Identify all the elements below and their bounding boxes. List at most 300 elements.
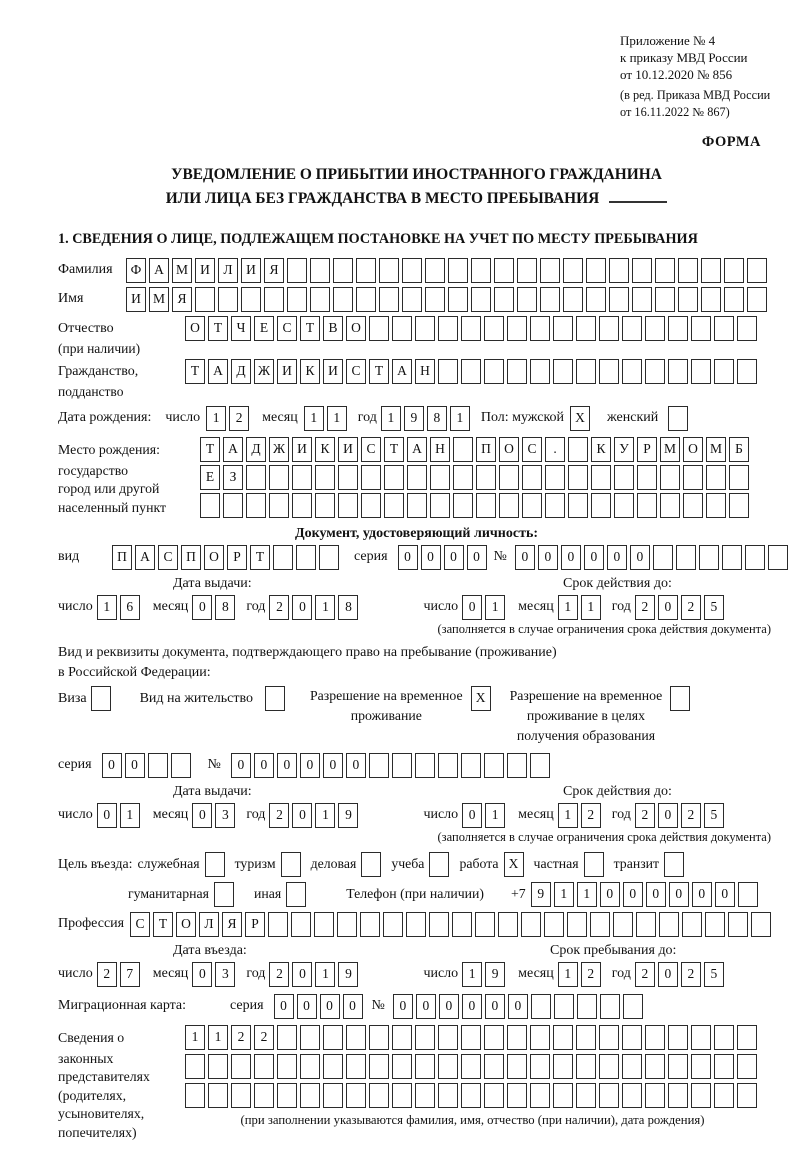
char-box[interactable] (287, 287, 307, 312)
char-box[interactable] (453, 493, 473, 518)
char-box[interactable] (407, 465, 427, 490)
char-box[interactable] (453, 465, 473, 490)
char-box[interactable]: С (130, 912, 150, 937)
char-box[interactable] (645, 1054, 665, 1079)
char-box[interactable] (660, 465, 680, 490)
char-box[interactable] (185, 1054, 205, 1079)
char-box[interactable]: 1 (558, 962, 578, 987)
char-box[interactable]: 0 (692, 882, 712, 907)
char-box[interactable] (195, 287, 215, 312)
char-box[interactable] (484, 1054, 504, 1079)
char-box[interactable]: 0 (538, 545, 558, 570)
char-box[interactable] (553, 1083, 573, 1108)
char-box[interactable] (683, 465, 703, 490)
char-box[interactable] (682, 912, 702, 937)
char-box[interactable]: 5 (704, 595, 724, 620)
char-box[interactable]: 2 (581, 803, 601, 828)
char-box[interactable] (599, 316, 619, 341)
char-box[interactable] (632, 258, 652, 283)
char-box[interactable] (553, 316, 573, 341)
char-box[interactable] (614, 465, 634, 490)
char-box[interactable] (683, 493, 703, 518)
char-box[interactable] (705, 912, 725, 937)
char-box[interactable] (438, 753, 458, 778)
char-box[interactable]: 0 (416, 994, 436, 1019)
char-box[interactable] (521, 912, 541, 937)
char-box[interactable]: 1 (315, 595, 335, 620)
char-box[interactable] (724, 258, 744, 283)
char-box[interactable] (273, 545, 293, 570)
char-box[interactable] (622, 316, 642, 341)
char-box[interactable]: 9 (485, 962, 505, 987)
char-box[interactable]: 1 (577, 882, 597, 907)
char-box[interactable]: А (149, 258, 169, 283)
char-box[interactable] (475, 912, 495, 937)
char-box[interactable]: X (570, 406, 590, 431)
char-box[interactable] (494, 258, 514, 283)
char-box[interactable] (622, 1025, 642, 1050)
char-box[interactable] (448, 287, 468, 312)
char-box[interactable] (337, 912, 357, 937)
char-box[interactable] (429, 912, 449, 937)
char-box[interactable] (392, 1054, 412, 1079)
char-box[interactable]: Т (384, 437, 404, 462)
char-box[interactable] (338, 465, 358, 490)
char-box[interactable]: 0 (320, 994, 340, 1019)
char-box[interactable] (360, 912, 380, 937)
char-box[interactable]: А (208, 359, 228, 384)
char-box[interactable] (291, 912, 311, 937)
char-box[interactable]: 0 (630, 545, 650, 570)
char-box[interactable]: 1 (327, 406, 347, 431)
char-box[interactable]: М (706, 437, 726, 462)
char-box[interactable] (637, 493, 657, 518)
char-box[interactable] (645, 316, 665, 341)
char-box[interactable] (438, 1025, 458, 1050)
char-box[interactable]: 2 (269, 803, 289, 828)
char-box[interactable] (415, 1054, 435, 1079)
char-box[interactable] (277, 1083, 297, 1108)
char-box[interactable]: О (683, 437, 703, 462)
char-box[interactable] (246, 493, 266, 518)
char-box[interactable] (310, 258, 330, 283)
char-box[interactable] (622, 1083, 642, 1108)
char-box[interactable] (448, 258, 468, 283)
char-box[interactable] (660, 493, 680, 518)
char-box[interactable] (300, 1083, 320, 1108)
char-box[interactable]: 0 (444, 545, 464, 570)
char-box[interactable]: 1 (208, 1025, 228, 1050)
char-box[interactable] (369, 316, 389, 341)
char-box[interactable] (563, 258, 583, 283)
char-box[interactable] (392, 753, 412, 778)
char-box[interactable] (471, 287, 491, 312)
char-box[interactable]: С (277, 316, 297, 341)
char-box[interactable] (747, 287, 767, 312)
char-box[interactable]: А (392, 359, 412, 384)
char-box[interactable] (738, 882, 758, 907)
char-box[interactable] (751, 912, 771, 937)
char-box[interactable] (531, 994, 551, 1019)
char-box[interactable] (319, 545, 339, 570)
char-box[interactable] (476, 493, 496, 518)
char-box[interactable]: . (545, 437, 565, 462)
char-box[interactable] (728, 912, 748, 937)
char-box[interactable] (415, 316, 435, 341)
char-box[interactable] (310, 287, 330, 312)
char-box[interactable]: Я (264, 258, 284, 283)
char-box[interactable]: 1 (485, 595, 505, 620)
char-box[interactable] (507, 1025, 527, 1050)
char-box[interactable]: С (522, 437, 542, 462)
char-box[interactable]: 0 (584, 545, 604, 570)
char-box[interactable]: А (223, 437, 243, 462)
char-box[interactable] (591, 465, 611, 490)
char-box[interactable] (591, 493, 611, 518)
char-box[interactable] (563, 287, 583, 312)
char-box[interactable]: 2 (681, 803, 701, 828)
char-box[interactable]: Л (199, 912, 219, 937)
char-box[interactable]: 2 (97, 962, 117, 987)
char-box[interactable]: О (204, 545, 224, 570)
char-box[interactable] (415, 1025, 435, 1050)
char-box[interactable] (714, 1083, 734, 1108)
char-box[interactable] (461, 1025, 481, 1050)
char-box[interactable] (356, 287, 376, 312)
char-box[interactable]: 7 (120, 962, 140, 987)
char-box[interactable]: 1 (206, 406, 226, 431)
char-box[interactable]: О (346, 316, 366, 341)
char-box[interactable]: 1 (581, 595, 601, 620)
char-box[interactable] (653, 545, 673, 570)
char-box[interactable] (599, 359, 619, 384)
char-box[interactable] (453, 437, 473, 462)
char-box[interactable]: 0 (192, 595, 212, 620)
char-box[interactable]: 0 (462, 595, 482, 620)
char-box[interactable] (392, 1025, 412, 1050)
char-box[interactable] (691, 359, 711, 384)
char-box[interactable]: 1 (304, 406, 324, 431)
char-box[interactable]: 9 (338, 962, 358, 987)
char-box[interactable] (507, 1083, 527, 1108)
char-box[interactable] (737, 1083, 757, 1108)
char-box[interactable] (484, 1083, 504, 1108)
char-box[interactable]: 0 (323, 753, 343, 778)
char-box[interactable] (185, 1083, 205, 1108)
char-box[interactable]: В (323, 316, 343, 341)
char-box[interactable]: 0 (277, 753, 297, 778)
char-box[interactable] (678, 287, 698, 312)
char-box[interactable]: Ч (231, 316, 251, 341)
char-box[interactable] (507, 359, 527, 384)
char-box[interactable]: К (300, 359, 320, 384)
char-box[interactable] (346, 1025, 366, 1050)
char-box[interactable] (540, 258, 560, 283)
char-box[interactable]: 0 (421, 545, 441, 570)
char-box[interactable] (415, 753, 435, 778)
char-box[interactable] (576, 1083, 596, 1108)
char-box[interactable] (576, 359, 596, 384)
char-box[interactable] (223, 493, 243, 518)
char-box[interactable]: 5 (704, 803, 724, 828)
char-box[interactable] (691, 1083, 711, 1108)
char-box[interactable] (369, 753, 389, 778)
char-box[interactable] (554, 994, 574, 1019)
char-box[interactable]: 1 (558, 595, 578, 620)
char-box[interactable]: 2 (635, 803, 655, 828)
char-box[interactable]: 1 (462, 962, 482, 987)
char-box[interactable] (264, 287, 284, 312)
char-box[interactable]: Т (200, 437, 220, 462)
char-box[interactable] (200, 493, 220, 518)
char-box[interactable] (517, 287, 537, 312)
char-box[interactable] (430, 493, 450, 518)
char-box[interactable] (208, 1054, 228, 1079)
char-box[interactable]: 0 (607, 545, 627, 570)
char-box[interactable]: 0 (658, 962, 678, 987)
char-box[interactable] (315, 493, 335, 518)
char-box[interactable]: 1 (315, 962, 335, 987)
char-box[interactable]: 1 (97, 595, 117, 620)
char-box[interactable]: Р (637, 437, 657, 462)
char-box[interactable] (402, 287, 422, 312)
char-box[interactable]: 0 (485, 994, 505, 1019)
char-box[interactable]: 9 (404, 406, 424, 431)
char-box[interactable]: Т (250, 545, 270, 570)
char-box[interactable] (461, 359, 481, 384)
char-box[interactable] (530, 1083, 550, 1108)
char-box[interactable]: 2 (681, 595, 701, 620)
char-box[interactable] (729, 493, 749, 518)
char-box[interactable]: 8 (215, 595, 235, 620)
char-box[interactable] (701, 287, 721, 312)
char-box[interactable]: 6 (120, 595, 140, 620)
char-box[interactable] (452, 912, 472, 937)
char-box[interactable] (636, 912, 656, 937)
char-box[interactable]: 0 (297, 994, 317, 1019)
char-box[interactable] (737, 359, 757, 384)
char-box[interactable]: П (112, 545, 132, 570)
char-box[interactable] (645, 359, 665, 384)
char-box[interactable] (668, 1025, 688, 1050)
char-box[interactable] (269, 493, 289, 518)
char-box[interactable]: 1 (554, 882, 574, 907)
char-box[interactable] (254, 1083, 274, 1108)
char-box[interactable]: И (195, 258, 215, 283)
char-box[interactable] (706, 493, 726, 518)
char-box[interactable] (530, 359, 550, 384)
char-box[interactable] (522, 465, 542, 490)
char-box[interactable]: К (591, 437, 611, 462)
char-box[interactable]: Т (300, 316, 320, 341)
char-box[interactable]: 0 (439, 994, 459, 1019)
char-box[interactable] (553, 359, 573, 384)
char-box[interactable] (584, 852, 604, 877)
char-box[interactable] (269, 465, 289, 490)
char-box[interactable] (438, 1083, 458, 1108)
char-box[interactable]: 0 (292, 595, 312, 620)
char-box[interactable] (231, 1054, 251, 1079)
char-box[interactable]: 0 (600, 882, 620, 907)
char-box[interactable]: И (323, 359, 343, 384)
char-box[interactable]: 2 (681, 962, 701, 987)
char-box[interactable] (668, 316, 688, 341)
char-box[interactable] (586, 287, 606, 312)
char-box[interactable] (425, 258, 445, 283)
char-box[interactable] (246, 465, 266, 490)
char-box[interactable] (668, 406, 688, 431)
char-box[interactable] (338, 493, 358, 518)
char-box[interactable] (737, 1025, 757, 1050)
char-box[interactable]: 0 (231, 753, 251, 778)
char-box[interactable] (438, 316, 458, 341)
char-box[interactable] (544, 912, 564, 937)
char-box[interactable] (747, 258, 767, 283)
char-box[interactable] (729, 465, 749, 490)
char-box[interactable]: 0 (658, 803, 678, 828)
char-box[interactable] (668, 1054, 688, 1079)
char-box[interactable] (691, 316, 711, 341)
char-box[interactable] (461, 1054, 481, 1079)
char-box[interactable] (622, 359, 642, 384)
char-box[interactable]: 2 (229, 406, 249, 431)
char-box[interactable] (545, 493, 565, 518)
char-box[interactable] (429, 852, 449, 877)
char-box[interactable]: 0 (346, 753, 366, 778)
char-box[interactable] (668, 1083, 688, 1108)
char-box[interactable]: Д (231, 359, 251, 384)
char-box[interactable] (599, 1025, 619, 1050)
char-box[interactable] (148, 753, 168, 778)
char-box[interactable] (691, 1054, 711, 1079)
char-box[interactable] (265, 686, 285, 711)
char-box[interactable] (333, 258, 353, 283)
char-box[interactable]: Р (227, 545, 247, 570)
char-box[interactable]: Т (369, 359, 389, 384)
char-box[interactable]: И (277, 359, 297, 384)
char-box[interactable]: 0 (646, 882, 666, 907)
char-box[interactable] (645, 1083, 665, 1108)
char-box[interactable] (714, 316, 734, 341)
char-box[interactable] (402, 258, 422, 283)
char-box[interactable]: Ж (254, 359, 274, 384)
char-box[interactable]: М (149, 287, 169, 312)
char-box[interactable]: 1 (450, 406, 470, 431)
char-box[interactable] (205, 852, 225, 877)
char-box[interactable] (300, 1025, 320, 1050)
char-box[interactable] (568, 493, 588, 518)
char-box[interactable] (438, 1054, 458, 1079)
char-box[interactable]: 0 (343, 994, 363, 1019)
char-box[interactable]: П (181, 545, 201, 570)
char-box[interactable]: 0 (254, 753, 274, 778)
char-box[interactable]: П (476, 437, 496, 462)
char-box[interactable] (507, 316, 527, 341)
char-box[interactable] (545, 465, 565, 490)
char-box[interactable] (361, 493, 381, 518)
char-box[interactable] (254, 1054, 274, 1079)
char-box[interactable] (568, 437, 588, 462)
char-box[interactable]: 2 (635, 595, 655, 620)
char-box[interactable] (286, 882, 306, 907)
char-box[interactable] (379, 258, 399, 283)
char-box[interactable] (171, 753, 191, 778)
char-box[interactable] (499, 493, 519, 518)
char-box[interactable] (300, 1054, 320, 1079)
char-box[interactable] (369, 1083, 389, 1108)
char-box[interactable]: 0 (462, 803, 482, 828)
char-box[interactable] (484, 1025, 504, 1050)
char-box[interactable] (553, 1025, 573, 1050)
char-box[interactable] (614, 493, 634, 518)
char-box[interactable] (530, 1054, 550, 1079)
char-box[interactable]: 9 (531, 882, 551, 907)
char-box[interactable]: 1 (185, 1025, 205, 1050)
char-box[interactable] (461, 1083, 481, 1108)
char-box[interactable]: 0 (561, 545, 581, 570)
char-box[interactable] (314, 912, 334, 937)
char-box[interactable]: 0 (669, 882, 689, 907)
char-box[interactable] (622, 1054, 642, 1079)
char-box[interactable] (369, 1054, 389, 1079)
char-box[interactable] (576, 1025, 596, 1050)
char-box[interactable]: 0 (192, 803, 212, 828)
char-box[interactable] (613, 912, 633, 937)
char-box[interactable] (655, 287, 675, 312)
char-box[interactable]: 0 (508, 994, 528, 1019)
char-box[interactable] (346, 1083, 366, 1108)
char-box[interactable]: Н (430, 437, 450, 462)
char-box[interactable] (567, 912, 587, 937)
char-box[interactable]: О (185, 316, 205, 341)
char-box[interactable]: X (504, 852, 524, 877)
char-box[interactable]: 0 (715, 882, 735, 907)
char-box[interactable]: Я (172, 287, 192, 312)
char-box[interactable]: И (126, 287, 146, 312)
char-box[interactable]: М (660, 437, 680, 462)
char-box[interactable]: 8 (338, 595, 358, 620)
char-box[interactable] (507, 753, 527, 778)
char-box[interactable] (484, 753, 504, 778)
char-box[interactable] (333, 287, 353, 312)
char-box[interactable]: А (407, 437, 427, 462)
char-box[interactable]: 5 (704, 962, 724, 987)
char-box[interactable]: А (135, 545, 155, 570)
char-box[interactable]: 1 (315, 803, 335, 828)
char-box[interactable]: 0 (125, 753, 145, 778)
char-box[interactable] (296, 545, 316, 570)
char-box[interactable]: 0 (97, 803, 117, 828)
char-box[interactable] (231, 1083, 251, 1108)
char-box[interactable] (530, 753, 550, 778)
char-box[interactable]: С (346, 359, 366, 384)
char-box[interactable]: 2 (269, 595, 289, 620)
char-box[interactable] (323, 1054, 343, 1079)
char-box[interactable] (737, 1054, 757, 1079)
char-box[interactable] (277, 1025, 297, 1050)
char-box[interactable]: Т (208, 316, 228, 341)
char-box[interactable]: Б (729, 437, 749, 462)
char-box[interactable]: 1 (120, 803, 140, 828)
char-box[interactable] (706, 465, 726, 490)
char-box[interactable] (498, 912, 518, 937)
char-box[interactable]: 0 (102, 753, 122, 778)
char-box[interactable] (530, 316, 550, 341)
char-box[interactable]: С (361, 437, 381, 462)
char-box[interactable]: И (292, 437, 312, 462)
char-box[interactable] (576, 1054, 596, 1079)
char-box[interactable]: 3 (215, 803, 235, 828)
